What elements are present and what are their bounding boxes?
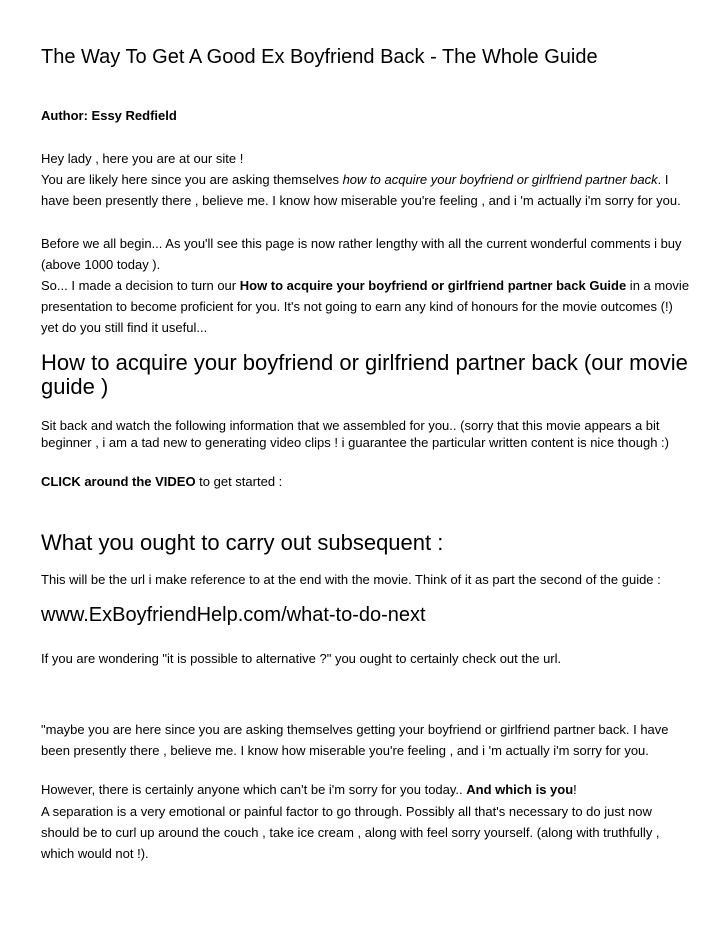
decision-text-start: So... I made a decision to turn our <box>41 278 240 293</box>
asking-text-end: . I have been presently there , believe me. I know how miserable you're feeling , and i 'm actually i'm sorry for you. <box>41 172 681 208</box>
closing-however-line <box>41 779 691 800</box>
however-text: However, there is certainly anyone which can't be i'm sorry for you today.. <box>41 782 467 797</box>
however-bold: And which is you <box>466 782 574 797</box>
heading-movie-guide: How to acquire your boyfriend or girlfriend partner back (our movie guide ) <box>41 350 688 399</box>
page-title: The Way To Get A Good Ex Boyfriend Back - The Whole Guide <box>41 46 598 68</box>
intro-before-paragraph: Before we all begin... As you'll see this page is now rather lengthy with all the current wonderful comments i buy (above 1000 today ). <box>41 236 682 272</box>
wondering-line: If you are wondering "it is possible to alternative ?" you ought to certainly check out the url. <box>41 651 562 666</box>
click-video-text: to get started : <box>195 474 283 489</box>
click-video-bold: CLICK around the VIDEO <box>41 474 196 489</box>
movie-guide-body: Sit back and watch the following information that we assembled for you.. (sorry that this movie appears a bit beginner , i am a tad new to generating video clips ! i guarantee the particular written content is nice though :) <box>41 418 669 450</box>
click-video-line <box>41 473 691 490</box>
author-line: Author: Essy Redfield <box>41 108 177 123</box>
closing-separation-paragraph: A separation is a very emotional or painful factor to go through. Possibly all that's necessary to do just now should be to curl up around the couch , take ice cream , along with feel sorry yourself. (along with truthfully , which would not !). <box>41 804 660 861</box>
decision-text-end: in a movie presentation to become proficient for you. It's not going to earn any kind of honours for the movie outcomes (!) yet do you still find it useful... <box>41 278 690 335</box>
asking-text-start: You are likely here since you are asking themselves <box>41 172 343 187</box>
however-end: ! <box>573 782 577 797</box>
intro-greeting: Hey lady , here you are at our site ! <box>41 151 244 166</box>
asking-emphasis: how to acquire your boyfriend or girlfriend partner back <box>342 172 658 187</box>
what-next-body: This will be the url i make reference to at the end with the movie. Think of it as part the second of the guide : <box>41 572 661 587</box>
heading-what-next: What you ought to carry out subsequent : <box>41 530 444 555</box>
closing-maybe-paragraph: "maybe you are here since you are asking themselves getting your boyfriend or girlfriend partner back. I have been presently there , believe me. I know how miserable you're feeling , and i 'm actually i'm sorry for you. <box>41 722 669 758</box>
intro-asking-paragraph <box>41 169 691 211</box>
intro-decision-paragraph <box>41 275 691 338</box>
next-url-link[interactable]: www.ExBoyfriendHelp.com/what-to-do-next <box>41 604 426 626</box>
decision-bold-guide: How to acquire your boyfriend or girlfriend partner back Guide <box>239 278 627 293</box>
